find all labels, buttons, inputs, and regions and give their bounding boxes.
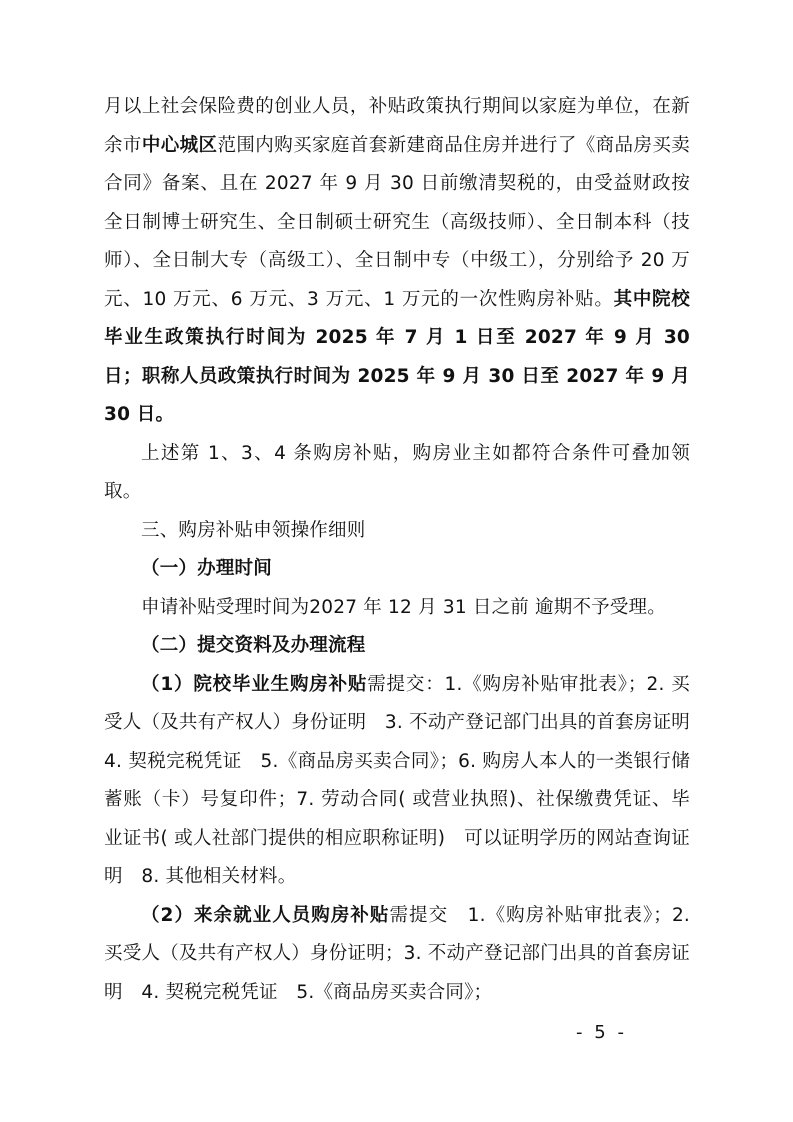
text-run-bold: 其中院校毕业生政策执行时间为 2025 年 7 月 1 日至 2027 年 9 月 30 日；职称人员政策执行时间为 2025 年 9 月 30 日至 2027 年 9 月 30 日。: [104, 288, 690, 425]
text-run: 需提交 1.《购房补贴审批表》；2. 买受人（及共有产权人）身份证明；3. 不动产登记部门出具的首套房证明 4. 契税完税凭证 5.《商品房买卖合同》；: [104, 904, 690, 1003]
page-number: [0, 1022, 793, 1043]
text-run-bold: （2）来余就业人员购房补贴: [141, 904, 390, 926]
text-run: 需提交：1.《购房补贴审批表》；2. 买受人（及共有产权人）身份证明 3. 不动产登记部门出具的首套房证明 4. 契税完税凭证 5.《商品房买卖合同》；6. 购房人本人的一类银行储蓄账（卡）号复印件；7. 劳动合同( 或营业执照)、社保缴费凭证、毕业证书( 或人社部门提供的相应职称证明) 可以证明学历的网站查询证明 8. 其他相关材料。: [104, 673, 709, 887]
paragraph: [104, 627, 690, 666]
text-run: 月以上社会保险费的创业人员，补贴政策执行期间以家庭为单位，在新余市: [104, 96, 690, 156]
text-run: 上述第 1、3、4 条购房补贴，购房业主如都符合条件可叠加领取。: [104, 442, 690, 502]
paragraph: [104, 666, 709, 897]
text-run-bold: 中心城区: [141, 134, 218, 156]
page-number-label: - 5 -: [576, 1022, 627, 1043]
text-run-bold: （1）院校毕业生购房补贴: [141, 673, 368, 695]
text-run: 三、购房补贴申领操作细则: [141, 519, 366, 541]
text-run: 范围内购买家庭首套新建商品住房并进行了《商品房买卖合同》备案、且在 2027 年 9 月 30 日前缴清契税的，由受益财政按全日制博士研究生、全日制硕士研究生（高级技师）、全日制本科（技师）、全日制大专（高级工）、全日制中专（中级工），分别给予 20 万元、10 万元、6 万元、3 万元、1 万元的一次性购房补贴。: [104, 134, 690, 310]
paragraph: [104, 589, 690, 628]
text-run-bold: （二）提交资料及办理流程: [141, 635, 366, 656]
paragraph: [104, 512, 690, 551]
paragraph: [104, 88, 690, 435]
paragraph: [104, 550, 690, 589]
paragraph: [104, 897, 690, 1013]
text-run: 申请补贴受理时间为2027 年 12 月 31 日之前 逾期不予受理。: [141, 596, 666, 618]
text-run-bold: （一）办理时间: [141, 558, 272, 579]
paragraph: [104, 435, 690, 512]
page-body: [104, 88, 709, 1012]
